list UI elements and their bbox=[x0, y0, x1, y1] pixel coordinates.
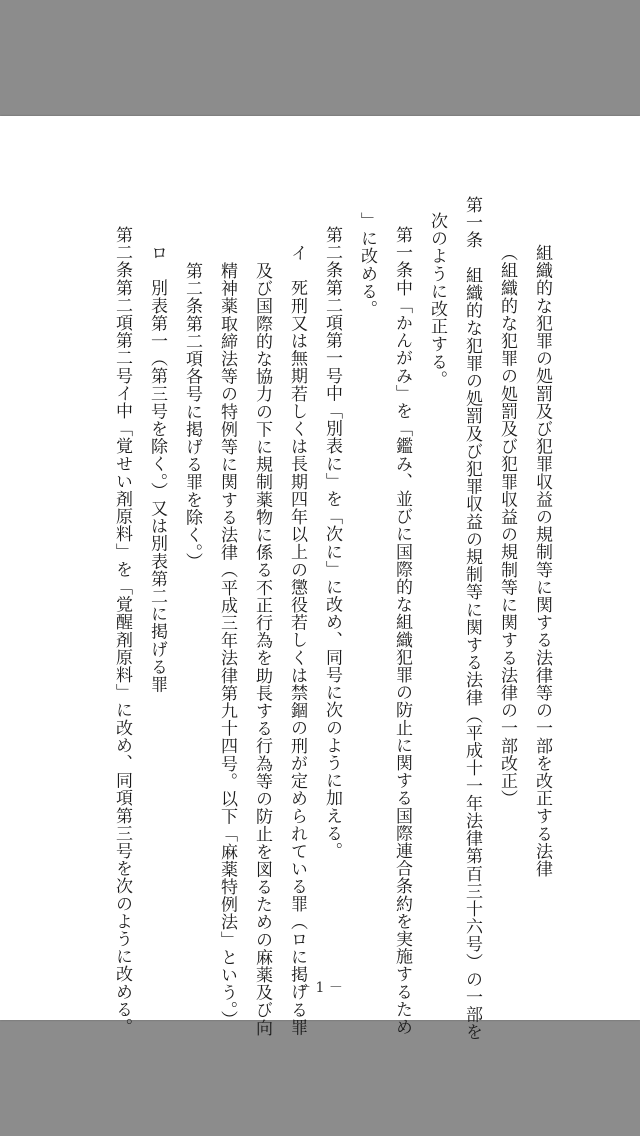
amendment-1-line-1: 第一条中「かんがみ」を「鑑み、並びに国際的な組織犯罪の防止に関する国際連合条約を実施するため bbox=[392, 226, 412, 1036]
item-i-line-4: 第二条第二項各号に掲げる罪を除く。） bbox=[182, 262, 202, 571]
amendment-1-line-2: 」に改める。 bbox=[357, 212, 377, 318]
item-i-line-1: イ 死刑又は無期若しくは長期四年以上の懲役若しくは禁錮の刑が定められている罪（ロに掲げる罪 bbox=[287, 244, 307, 1036]
item-i-line-2: 及び国際的な協力の下に規制薬物に係る不正行為を助長する行為等の防止を図るための麻薬及び向 bbox=[252, 262, 272, 1037]
page-number: － 1 － bbox=[297, 980, 343, 996]
article-1-line-1: 第一条 組織的な犯罪の処罰及び犯罪収益の規制等に関する法律（平成十一年法律第百三十六号）の一部を bbox=[462, 196, 482, 1041]
item-ro-line: ロ 別表第一（第三号を除く。）又は別表第二に掲げる罪 bbox=[147, 244, 167, 694]
item-i-line-3: 精神薬取締法等の特例等に関する法律（平成三年法律第九十四号。以下「麻薬特例法」という。） bbox=[217, 262, 237, 1028]
law-title: 組織的な犯罪の処罰及び犯罪収益の規制等に関する法律等の一部を改正する法律 bbox=[532, 244, 552, 878]
section-heading: （組織的な犯罪の処罰及び犯罪収益の規制等に関する法律の一部改正） bbox=[497, 244, 517, 808]
article-1-line-2: 次のように改正する。 bbox=[427, 212, 447, 388]
document-page bbox=[0, 116, 640, 1041]
amendment-2-line: 第二条第二項第一号中「別表に」を「次に」に改め、同号に次のように加える。 bbox=[322, 226, 342, 860]
amendment-3-line: 第二条第二項第二号イ中「覚せい剤原料」を「覚醒剤原料」に改め、同項第三号を次のように改める。 bbox=[112, 226, 132, 1036]
